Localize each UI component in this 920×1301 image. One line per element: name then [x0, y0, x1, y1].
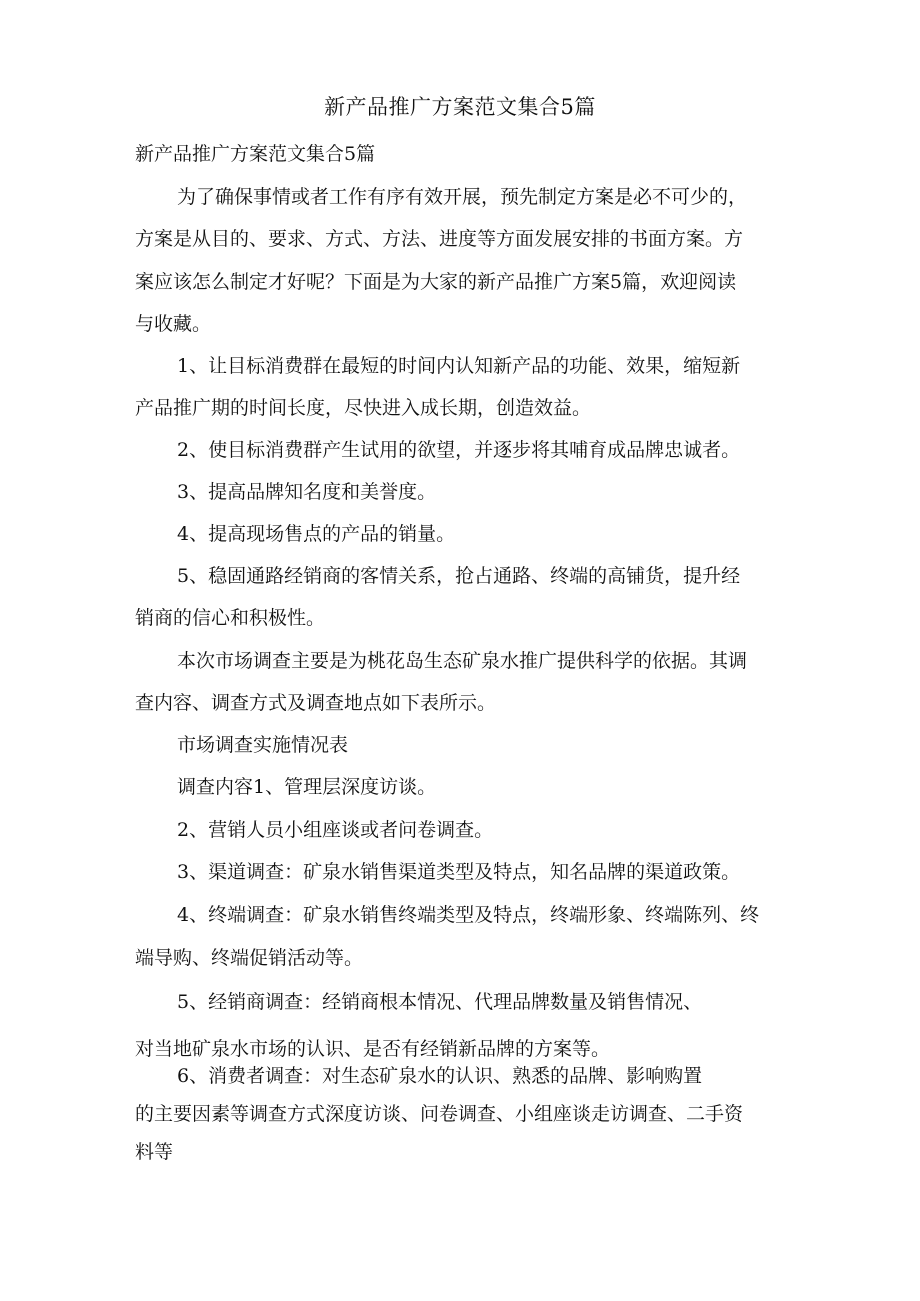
- survey-item-6-line-1: 6、消费者调查：对生态矿泉水的认识、熟悉的品牌、影响购置: [177, 1065, 703, 1087]
- goal-3: 3、提高品牌知名度和美誉度。: [177, 481, 437, 503]
- survey-item-4-line-1: 4、终端调查：矿泉水销售终端类型及特点，终端形象、终端陈列、终: [177, 904, 760, 926]
- document-title: 新产品推广方案范文集合5篇: [324, 95, 596, 119]
- survey-item-5-line-1: 5、经销商调查：经销商根本情况、代理品牌数量及销售情况、: [177, 991, 703, 1013]
- intro-line-3: 案应该怎么制定才好呢？下面是为大家的新产品推广方案5篇，欢迎阅读: [135, 271, 737, 293]
- intro-line-4: 与收藏。: [135, 313, 212, 335]
- survey-item-1: 调查内容1、管理层深度访谈。: [177, 776, 437, 798]
- survey-item-6-line-2: 的主要因素等调查方式深度访谈、问卷调查、小组座谈走访调查、二手资: [135, 1103, 744, 1125]
- intro-line-1: 为了确保事情或者工作有序有效开展，预先制定方案是必不可少的，: [177, 186, 748, 208]
- goal-5-line-2: 销商的信心和积极性。: [135, 607, 326, 629]
- goal-4: 4、提高现场售点的产品的销量。: [177, 523, 456, 545]
- intro-line-2: 方案是从目的、要求、方式、方法、进度等方面发展安排的书面方案。方: [135, 228, 744, 250]
- document-subtitle: 新产品推广方案范文集合5篇: [135, 143, 376, 165]
- survey-item-6-line-3: 料等: [135, 1141, 174, 1163]
- survey-intro-line-2: 查内容、调查方式及调查地点如下表所示。: [135, 692, 497, 714]
- survey-item-5-line-2: 对当地矿泉水市场的认识、是否有经销新品牌的方案等。: [135, 1038, 611, 1060]
- table-title: 市场调查实施情况表: [177, 734, 349, 756]
- survey-intro-line-1: 本次市场调查主要是为桃花岛生态矿泉水推广提供科学的依据。其调: [177, 650, 748, 672]
- survey-item-4-line-2: 端导购、终端促销活动等。: [135, 947, 364, 969]
- goal-1-line-2: 产品推广期的时间长度，尽快进入成长期，创造效益。: [135, 397, 592, 419]
- survey-item-3: 3、渠道调查：矿泉水销售渠道类型及特点，知名品牌的渠道政策。: [177, 861, 741, 883]
- goal-2: 2、使目标消费群产生试用的欲望，并逐步将其哺育成品牌忠诚者。: [177, 439, 741, 461]
- survey-item-2: 2、营销人员小组座谈或者问卷调查。: [177, 819, 494, 841]
- goal-1-line-1: 1、让目标消费群在最短的时间内认知新产品的功能、效果，缩短新: [177, 355, 741, 377]
- goal-5-line-1: 5、稳固通路经销商的客情关系，抢占通路、终端的高铺货，提升经: [177, 565, 741, 587]
